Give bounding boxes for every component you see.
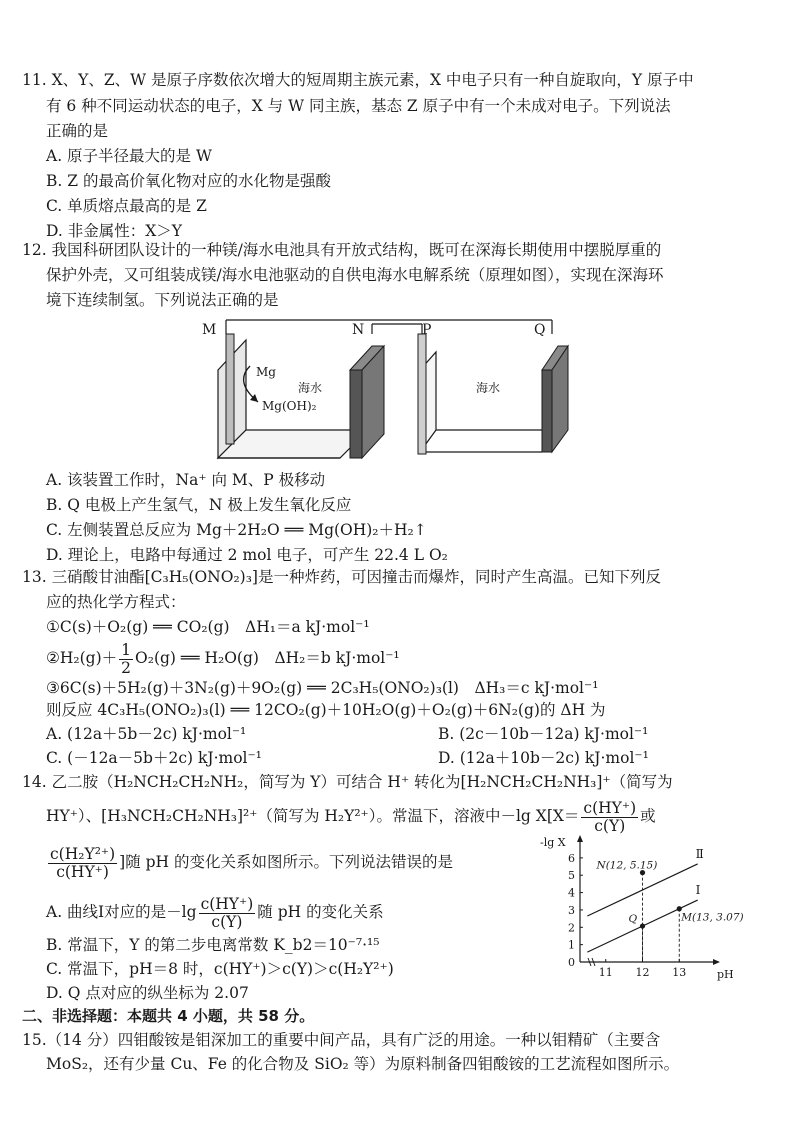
q11-option-c: C. 单质熔点最高的是 Z	[46, 197, 207, 215]
q12-option-d: D. 理论上，电路中每通过 2 mol 电子，可产生 22.4 L O₂	[46, 546, 448, 564]
x-tick-label: 11	[598, 966, 613, 979]
q14-stem-line3	[46, 842, 453, 882]
mgoh2-label: Mg(OH)₂	[262, 399, 317, 413]
q14-a-suffix: 随 pH 的变化关系	[257, 903, 384, 921]
x-tick-label: 12	[635, 966, 650, 979]
q13-stem-line1: 13. 三硝酸甘油酯[C₃H₅(ONO₂)₃]是一种炸药，可因撞击而爆炸，同时产生高温。已知下列反	[22, 568, 661, 586]
ph-line-chart	[540, 834, 744, 984]
fraction-numerator: c(H₂Y²⁺)	[50, 844, 116, 863]
fraction-numerator: 1	[121, 640, 132, 659]
y-tick-label: 5	[568, 869, 575, 883]
q11-option-d: D. 非金属性：X＞Y	[46, 222, 182, 240]
q12-stem-line2: 保护外壳，又可组装成镁/海水电池驱动的自供电海水电解系统（原理如图），实现在深海环	[46, 266, 664, 284]
q14-a-fraction	[199, 896, 256, 931]
q13-equation-3: ③6C(s)＋5H₂(g)＋3N₂(g)＋9O₂(g) ══ 2C₃H₅(ONO₂)₃(l) ΔH₃＝c kJ·mol⁻¹	[46, 679, 599, 697]
y-tick-label: 4	[568, 886, 575, 900]
y-tick-label: 3	[568, 903, 575, 917]
x-axis-label: pH	[717, 968, 734, 981]
electrode-label-m: M	[202, 322, 217, 338]
q15-stem-line2: MoS₂，还有少量 Cu、Fe 的化合物及 SiO₂ 等）为原料制备四钼酸铵的工艺流程如图所示。	[46, 1055, 680, 1073]
point-label: N(12, 5.15)	[596, 859, 658, 872]
q11-stem-line2: 有 6 种不同运动状态的电子，X 与 W 同主族，基态 Z 原子中有一个未成对电子。下列说法	[46, 97, 671, 115]
q14-a-prefix: A. 曲线Ⅰ对应的是－lg	[46, 903, 197, 921]
seawater-left-label: 海水	[298, 381, 323, 395]
series-label: Ⅰ	[695, 883, 701, 898]
point-label: M(13, 3.07)	[681, 911, 744, 924]
data-point	[640, 923, 645, 928]
battery-electrolysis-diagram	[200, 312, 580, 464]
q13-equation-1: ①C(s)＋O₂(g) ══ CO₂(g) ΔH₁＝a kJ·mol⁻¹	[46, 618, 370, 636]
x-definition-fraction-2	[48, 846, 117, 881]
origin-label: 0	[568, 956, 575, 969]
series-label: Ⅱ	[695, 846, 704, 861]
q14-stem2-suffix: 或	[640, 807, 656, 825]
q11-option-b: B. Z 的最高价氧化物对应的水化物是强酸	[46, 172, 331, 190]
fraction-denominator: c(Y)	[211, 912, 243, 931]
x-definition-fraction-1	[581, 800, 638, 835]
q14-stem2-prefix: HY⁺）、[H₃NCH₂CH₂NH₃]²⁺（简写为 H₂Y²⁺）。常温下，溶液中－lg X[X＝	[46, 807, 580, 825]
q12-option-c: C. 左侧装置总反应为 Mg＋2H₂O ══ Mg(OH)₂＋H₂↑	[46, 521, 427, 539]
mg-label: Mg	[256, 365, 276, 379]
y-axis-arrow	[577, 835, 583, 842]
q13-equation-2	[46, 640, 400, 677]
y-tick-label: 2	[568, 921, 575, 935]
section-heading: 二、非选择题：本题共 4 小题，共 58 分。	[22, 1007, 315, 1025]
q13-option-a: A. (12a＋5b－2c) kJ·mol⁻¹	[46, 725, 247, 743]
electrode-label-n: N	[352, 322, 365, 338]
x-axis-arrow	[713, 959, 720, 965]
y-tick-label: 1	[568, 938, 575, 952]
q11-stem-line3: 正确的是	[46, 122, 109, 140]
y-axis-label: -lg X	[540, 836, 566, 849]
eq2-prefix: ②H₂(g)＋	[46, 649, 118, 667]
q13-stem-line2: 应的热化学方程式：	[46, 593, 186, 611]
fraction-numerator: c(HY⁺)	[200, 894, 254, 913]
q12-stem-line3: 境下连续制氢。下列说法正确的是	[46, 291, 279, 309]
q13-option-d: D. (12a＋10b－2c) kJ·mol⁻¹	[438, 749, 649, 767]
seawater-right-label: 海水	[476, 381, 501, 395]
q12-stem-line1: 12. 我国科研团队设计的一种镁/海水电池具有开放式结构，既可在深海长期使用中摆脱厚重的	[22, 241, 662, 259]
x-tick-label: 13	[672, 966, 687, 979]
fraction-denominator: c(HY⁺)	[56, 862, 109, 881]
q14-option-c: C. 常温下，pH＝8 时，c(HY⁺)＞c(Y)＞c(H₂Y²⁺)	[46, 960, 394, 978]
q11-stem-line1: 11. X、Y、Z、W 是原子序数依次增大的短周期主族元素，X 中电子只有一种自旋取向，Y 原子中	[22, 71, 694, 89]
electrode-label-q: Q	[534, 322, 546, 338]
q13-option-c: C. (－12a－5b＋2c) kJ·mol⁻¹	[46, 749, 262, 767]
data-point	[677, 906, 682, 911]
q11-option-a: A. 原子半径最大的是 W	[46, 147, 212, 165]
fraction-numerator: c(HY⁺)	[583, 798, 637, 817]
q14-stem-line1: 14. 乙二胺（H₂NCH₂CH₂NH₂，简写为 Y）可结合 H⁺ 转化为[H₂NCH₂CH₂NH₃]⁺（简写为	[22, 773, 673, 791]
half-fraction	[119, 642, 133, 677]
electrode-label-p: P	[422, 322, 432, 338]
q12-option-b: B. Q 电极上产生氢气，N 极上发生氧化反应	[46, 496, 352, 514]
y-tick-label: 6	[568, 851, 575, 865]
q14-option-a	[46, 892, 384, 932]
eq2-suffix: O₂(g) ══ H₂O(g) ΔH₂＝b kJ·mol⁻¹	[135, 649, 400, 667]
point-label: Q	[628, 913, 638, 926]
q12-option-a: A. 该装置工作时，Na⁺ 向 M、P 极移动	[46, 471, 326, 489]
q14-option-d: D. Q 点对应的纵坐标为 2.07	[46, 984, 249, 1002]
q14-option-b: B. 常温下，Y 的第二步电离常数 K_b2＝10⁻⁷·¹⁵	[46, 936, 380, 954]
q13-question: 则反应 4C₃H₅(ONO₂)₃(l) ══ 12CO₂(g)＋10H₂O(g)＋O₂(g)＋6N₂(g)的 ΔH 为	[46, 701, 606, 719]
q14-stem-line2	[46, 796, 656, 836]
q15-stem-line1: 15.（14 分）四钼酸铵是钼深加工的重要中间产品，具有广泛的用途。一种以钼精矿（主要含	[22, 1031, 661, 1049]
fraction-denominator: 2	[121, 658, 132, 677]
q14-stem3-suffix: ]随 pH 的变化关系如图所示。下列说法错误的是	[119, 853, 453, 871]
fraction-denominator: c(Y)	[594, 816, 626, 835]
q13-option-b: B. (2c－10b－12a) kJ·mol⁻¹	[438, 725, 649, 743]
